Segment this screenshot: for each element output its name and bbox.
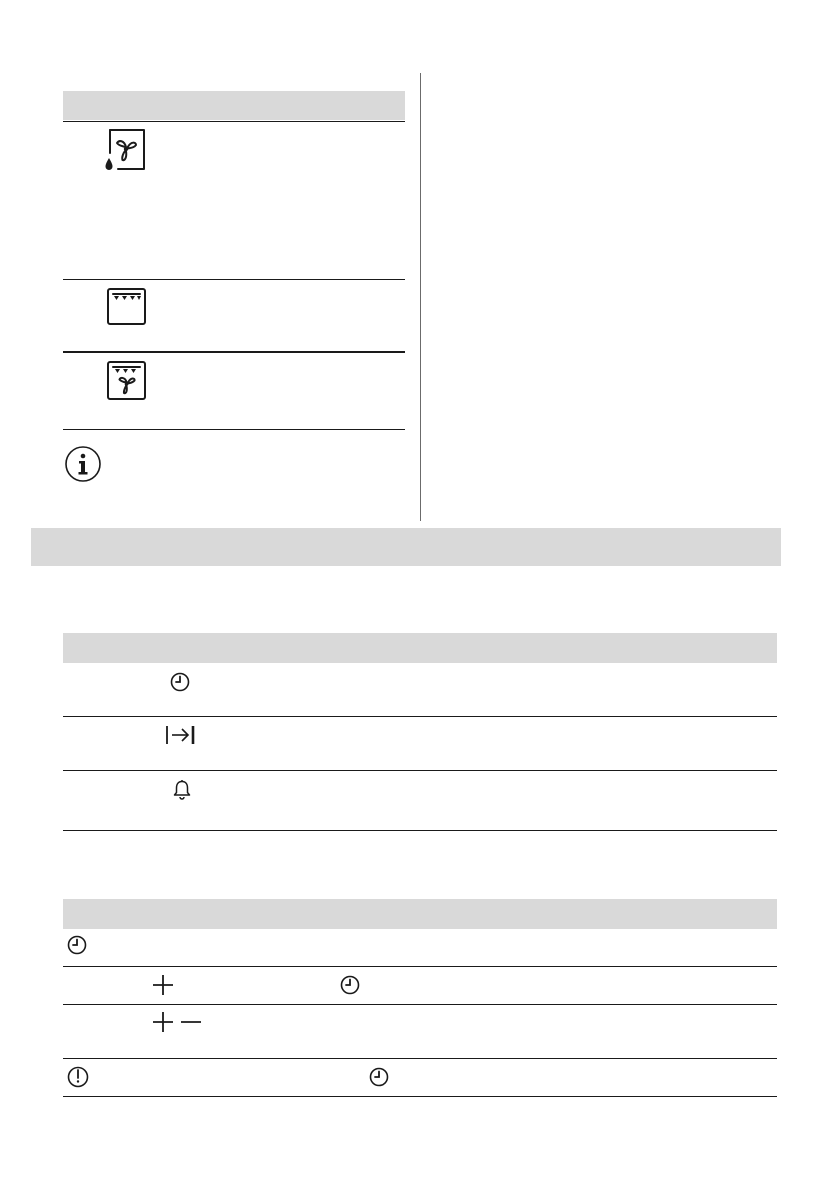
fan-steam-icon	[104, 129, 148, 173]
top-table-row-rule	[63, 279, 405, 280]
steps-table-row-rule	[63, 966, 777, 967]
clock-table-bottom-rule	[63, 830, 777, 831]
clock-icon	[340, 975, 360, 995]
clock-table-header	[63, 633, 777, 663]
power-clock-icon	[67, 1066, 89, 1088]
section-header-bar	[31, 528, 781, 566]
info-icon	[64, 445, 102, 483]
steps-table-row-rule	[63, 1004, 777, 1005]
plus-icon	[152, 974, 174, 996]
top-table-bottom-rule	[63, 429, 405, 430]
steps-table-bottom-rule	[63, 1096, 777, 1097]
top-table-header-rule	[63, 121, 405, 122]
top-heat-icon	[107, 288, 147, 326]
clock-icon	[67, 935, 87, 955]
clock-icon	[170, 672, 190, 692]
steps-table-row-rule	[63, 1058, 777, 1059]
minus-icon	[180, 1011, 202, 1033]
clock-table-row-rule	[63, 770, 777, 771]
steps-table-header	[63, 899, 777, 929]
top-heat-fan-icon	[107, 361, 147, 401]
column-divider	[420, 73, 421, 521]
plus-icon	[152, 1011, 174, 1033]
bell-icon	[172, 779, 192, 801]
end-arrow-icon	[165, 724, 197, 746]
clock-icon	[369, 1067, 389, 1087]
top-table-row-rule	[63, 351, 405, 353]
clock-table-row-rule	[63, 716, 777, 717]
top-table-header	[63, 91, 405, 120]
